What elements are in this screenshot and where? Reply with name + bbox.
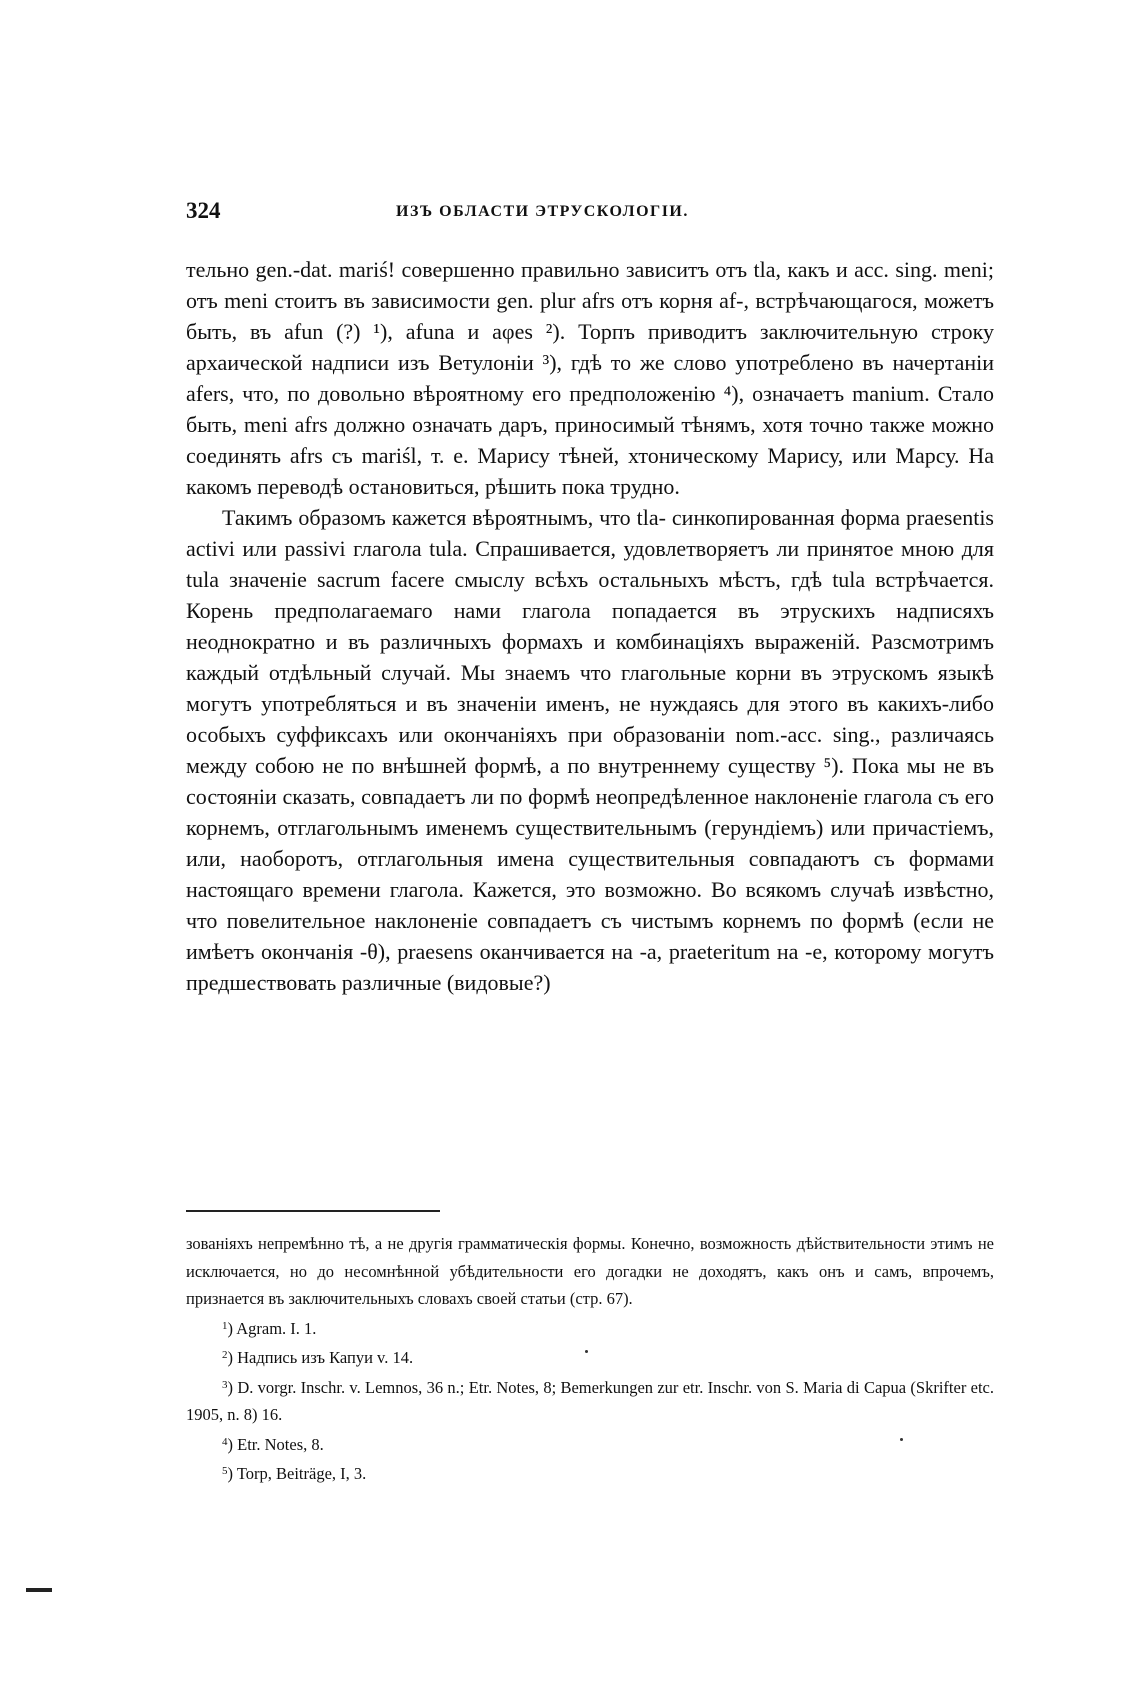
footnotes [186, 1230, 994, 1488]
footnote-text: Надпись изъ Капуи v. 14. [237, 1348, 414, 1367]
footnote-4: $^4$) Etr. Notes, 8. [222, 1434, 324, 1454]
scan-speck [585, 1350, 588, 1353]
footnote-text: D. vorgr. Inschr. v. Lemnos, 36 n.; Etr. Notes, 8; Bemerkungen zur etr. Inschr. von S. Maria di Capua (Skrifter etc. 1905, n. 8) 16. [186, 1377, 994, 1424]
footnote-5: $^5$) Torp, Beiträge, I, 3. [222, 1464, 367, 1483]
page-header [186, 196, 986, 226]
page-number: 324 [186, 198, 221, 223]
footnote-3: $^3$) D. vorgr. Inschr. v. Lemnos, 36 n.; Etr. Notes, 8; Bemerkungen zur etr. Inschr. von S. Maria di Capua (Skrifter etc. 1905, n. 8) 16. [186, 1377, 994, 1424]
footnote-1: $^1$) Agram. I. 1. [222, 1318, 317, 1338]
footnote-marker: 5 [222, 1465, 228, 1477]
footnote-marker: 3 [222, 1378, 228, 1391]
scan-speck [900, 1438, 903, 1441]
margin-mark [26, 1588, 52, 1592]
footnote-text: Agram. I. 1. [236, 1318, 317, 1338]
paragraph-2: Такимъ образомъ кажется вѣроятнымъ, что tla- синкопированная форма praesentis activi или passivi глагола tula. Спрашивается, удовлетворяетъ ли принятое мною для tula значеніе sacrum facere смыслу всѣхъ остальныхъ мѣстъ, гдѣ tula встрѣчается. Корень предполагаемаго нами глагола попадается въ этрускихъ надписяхъ неоднократно и въ различныхъ формахъ и комбинаціяхъ выраженій. Разсмотримъ каждый отдѣльный случай. Мы знаемъ что глагольные корни въ этрускомъ языкѣ могутъ употребляться и въ значеніи именъ, не нуждаясь для этого въ какихъ-либо особыхъ суффиксахъ или окончаніяхъ при образованіи nom.-acc. sing., различаясь между собою не по внѣшней формѣ, а по внутреннему существу ⁵). Пока мы не въ состояніи сказать, совпадаетъ ли по формѣ неопредѣленное наклоненіе глагола съ его корнемъ, отглагольнымъ именемъ существительнымъ (герундіемъ) или причастіемъ, или, наоборотъ, отглагольныя имена существительныя совпадаютъ съ формами настоящаго времени глагола. Кажется, это возможно. Во всякомъ случаѣ извѣстно, что повелительное наклоненіе совпадаетъ съ чистымъ корнемъ по формѣ (если не имѣетъ окончанія -θ), praesens оканчивается на -a, praeteritum на -e, которому могутъ предшествовать различные (видовые?) [186, 505, 994, 995]
footnote-2: $^2$) Надпись изъ Капуи v. 14. [222, 1348, 414, 1367]
paragraph-1: тельно gen.-dat. mariś! совершенно правильно зависитъ отъ tla, какъ и acc. sing. meni; отъ meni стоитъ въ зависимости gen. plur afrs отъ корня af-, встрѣчающагося, можетъ быть, въ afun (?) ¹), afuna и aφes ²). Торпъ приводитъ заключительную строку архаической надписи изъ Ветулоніи ³), гдѣ то же слово употреблено въ начертаніи afers, что, по довольно вѣроятному его предположенію ⁴), означаетъ manium. Стало быть, meni afrs должно означать даръ, приносимый тѣнямъ, хотя точно также можно соединять afrs съ mariśl, т. е. Марису тѣней, хтоническому Марису, или Марсу. На какомъ переводѣ остановиться, рѣшить пока трудно. [186, 257, 994, 499]
footnote-text: Torp, Beiträge, I, 3. [236, 1464, 367, 1483]
main-text [186, 254, 994, 998]
footnote-marker: 4 [222, 1435, 228, 1448]
running-title: ИЗЪ ОБЛАСТИ ЭТРУСКОЛОГІИ. [396, 203, 689, 220]
footnote-marker: 1 [222, 1319, 228, 1332]
footnote-divider [186, 1210, 440, 1212]
footnote-text: Etr. Notes, 8. [237, 1434, 324, 1454]
footnote-marker: 2 [222, 1349, 228, 1361]
footnote-continuation: зованіяхъ непремѣнно тѣ, а не другія грамматическія формы. Конечно, возможность дѣйствительности этимъ не исключается, но до несомнѣнной убѣдительности его догадки не доходятъ, какъ онъ и самъ, впрочемъ, признается въ заключительныхъ словахъ своей статьи (стр. 67). [186, 1234, 994, 1308]
